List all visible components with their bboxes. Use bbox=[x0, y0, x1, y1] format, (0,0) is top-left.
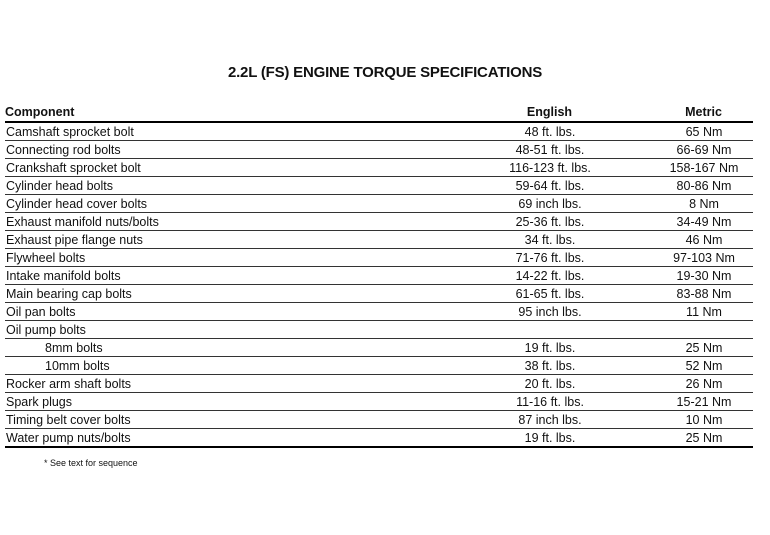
table-row bbox=[5, 357, 753, 375]
metric-value-cell: 11 Nm bbox=[654, 303, 753, 321]
metric-value-cell: 10 Nm bbox=[654, 411, 753, 429]
table-row bbox=[5, 339, 753, 357]
component-cell: Camshaft sprocket bolt bbox=[5, 122, 445, 141]
component-cell: 10mm bolts bbox=[5, 357, 445, 375]
component-cell: Intake manifold bolts bbox=[5, 267, 445, 285]
metric-value-cell: 19-30 Nm bbox=[654, 267, 753, 285]
page-title: 2.2L (FS) ENGINE TORQUE SPECIFICATIONS bbox=[227, 64, 543, 81]
metric-value-cell: 25 Nm bbox=[654, 429, 753, 448]
english-value-cell: 34 ft. lbs. bbox=[445, 231, 654, 249]
table-body bbox=[5, 122, 753, 447]
component-cell: Spark plugs bbox=[5, 393, 445, 411]
table-row bbox=[5, 321, 753, 339]
table-row bbox=[5, 159, 753, 177]
component-cell: Connecting rod bolts bbox=[5, 141, 445, 159]
metric-value-cell: 46 Nm bbox=[654, 231, 753, 249]
metric-value-cell: 52 Nm bbox=[654, 357, 753, 375]
metric-value-cell: 66-69 Nm bbox=[654, 141, 753, 159]
table-row bbox=[5, 231, 753, 249]
component-cell: 8mm bolts bbox=[5, 339, 445, 357]
english-value-cell: 71-76 ft. lbs. bbox=[445, 249, 654, 267]
english-value-cell: 25-36 ft. lbs. bbox=[445, 213, 654, 231]
english-value-cell: 11-16 ft. lbs. bbox=[445, 393, 654, 411]
metric-value-cell bbox=[654, 321, 753, 339]
english-value-cell: 38 ft. lbs. bbox=[445, 357, 654, 375]
component-cell: Rocker arm shaft bolts bbox=[5, 375, 445, 393]
component-cell: Exhaust manifold nuts/bolts bbox=[5, 213, 445, 231]
component-cell: Crankshaft sprocket bolt bbox=[5, 159, 445, 177]
component-cell: Timing belt cover bolts bbox=[5, 411, 445, 429]
english-value-cell: 69 inch lbs. bbox=[445, 195, 654, 213]
metric-value-cell: 15-21 Nm bbox=[654, 393, 753, 411]
english-value-cell: 19 ft. lbs. bbox=[445, 339, 654, 357]
metric-value-cell: 80-86 Nm bbox=[654, 177, 753, 195]
table-row bbox=[5, 285, 753, 303]
table-row bbox=[5, 249, 753, 267]
table-row bbox=[5, 429, 753, 448]
table-row bbox=[5, 141, 753, 159]
component-cell: Cylinder head cover bolts bbox=[5, 195, 445, 213]
table-row bbox=[5, 122, 753, 141]
english-value-cell: 87 inch lbs. bbox=[445, 411, 654, 429]
english-value-cell: 48-51 ft. lbs. bbox=[445, 141, 654, 159]
table-row bbox=[5, 195, 753, 213]
metric-value-cell: 97-103 Nm bbox=[654, 249, 753, 267]
torque-spec-table bbox=[5, 103, 753, 448]
english-value-cell: 20 ft. lbs. bbox=[445, 375, 654, 393]
component-cell: Water pump nuts/bolts bbox=[5, 429, 445, 448]
table-header-row bbox=[5, 103, 753, 122]
metric-value-cell: 26 Nm bbox=[654, 375, 753, 393]
component-cell: Oil pump bolts bbox=[5, 321, 445, 339]
english-column-header: English bbox=[445, 103, 654, 122]
table-row bbox=[5, 375, 753, 393]
table-row bbox=[5, 177, 753, 195]
footnote: * See text for sequence bbox=[44, 458, 138, 468]
table-row bbox=[5, 213, 753, 231]
table-row bbox=[5, 393, 753, 411]
metric-value-cell: 8 Nm bbox=[654, 195, 753, 213]
metric-value-cell: 34-49 Nm bbox=[654, 213, 753, 231]
english-value-cell: 19 ft. lbs. bbox=[445, 429, 654, 448]
component-cell: Cylinder head bolts bbox=[5, 177, 445, 195]
english-value-cell: 59-64 ft. lbs. bbox=[445, 177, 654, 195]
english-value-cell: 116-123 ft. lbs. bbox=[445, 159, 654, 177]
english-value-cell bbox=[445, 321, 654, 339]
component-cell: Main bearing cap bolts bbox=[5, 285, 445, 303]
metric-value-cell: 83-88 Nm bbox=[654, 285, 753, 303]
metric-value-cell: 158-167 Nm bbox=[654, 159, 753, 177]
english-value-cell: 14-22 ft. lbs. bbox=[445, 267, 654, 285]
english-value-cell: 61-65 ft. lbs. bbox=[445, 285, 654, 303]
component-cell: Flywheel bolts bbox=[5, 249, 445, 267]
table-row bbox=[5, 303, 753, 321]
table-row bbox=[5, 267, 753, 285]
table-row bbox=[5, 411, 753, 429]
metric-column-header: Metric bbox=[654, 103, 753, 122]
english-value-cell: 48 ft. lbs. bbox=[445, 122, 654, 141]
component-cell: Exhaust pipe flange nuts bbox=[5, 231, 445, 249]
metric-value-cell: 25 Nm bbox=[654, 339, 753, 357]
metric-value-cell: 65 Nm bbox=[654, 122, 753, 141]
component-cell: Oil pan bolts bbox=[5, 303, 445, 321]
english-value-cell: 95 inch lbs. bbox=[445, 303, 654, 321]
component-column-header: Component bbox=[5, 103, 445, 122]
